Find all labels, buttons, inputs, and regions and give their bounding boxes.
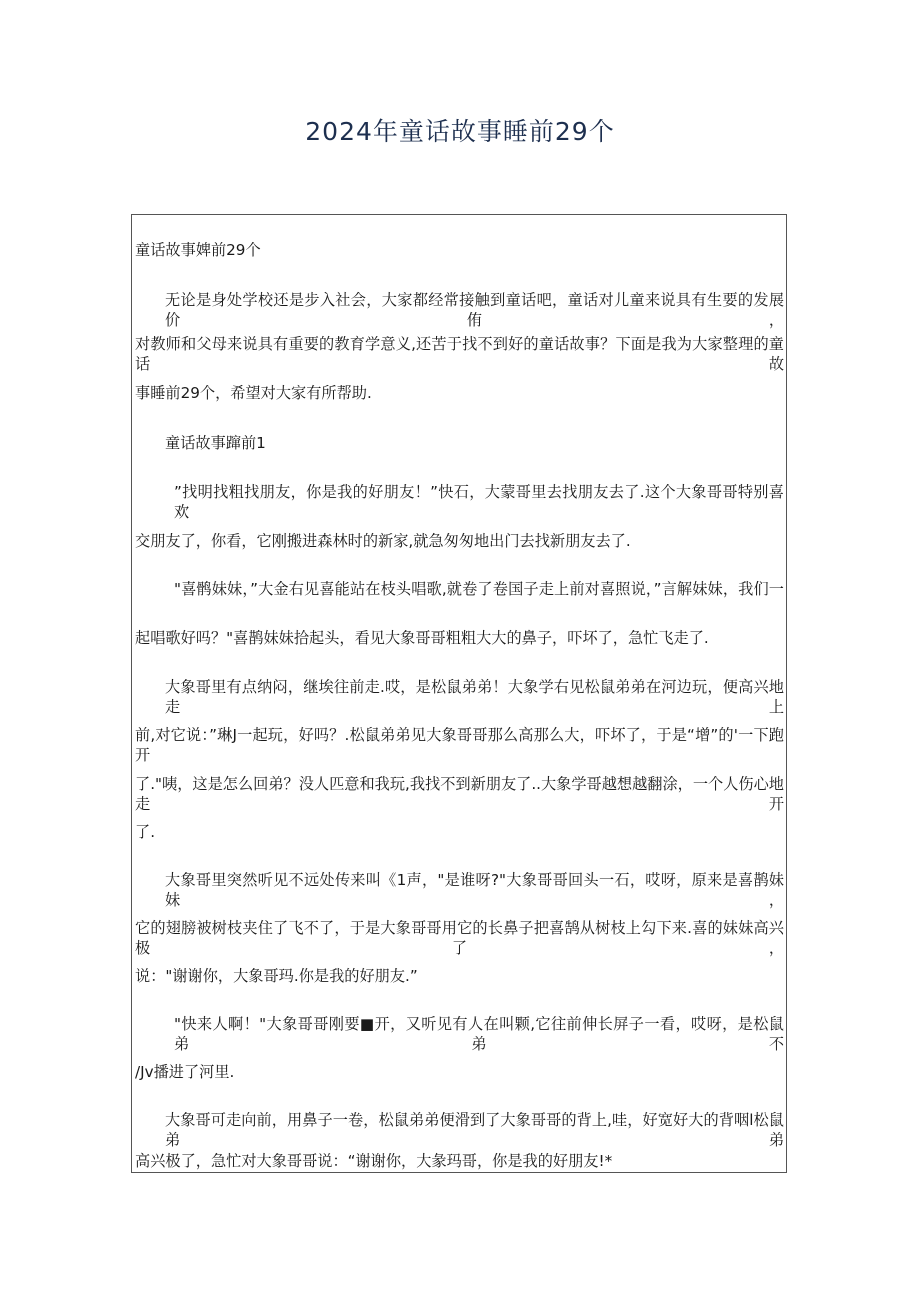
paragraph-line: 事睡前29个，希望对大家有所帮助. <box>135 384 372 402</box>
paragraph-line: ”找明找粗找朋友，你是我的好朋友！”快石，大蒙哥里去找朋友去了.这个大象哥哥特别喜欢 <box>174 483 784 521</box>
document-title: 2024年童话故事睡前29个 <box>305 117 615 146</box>
paragraph-line: 大象哥里突然听见不远处传来叫《1声，"是谁呀?"大象哥哥回头一石，哎呀，原来是喜鹊妹妹， <box>165 871 784 909</box>
paragraph-line: 大象哥可走向前，用鼻子一卷，松鼠弟弟便滑到了大象哥哥的背上,哇，好宽好大的背咽l松鼠弟弟 <box>165 1111 784 1149</box>
paragraph-line: /Jv播进了河里. <box>135 1063 235 1081</box>
paragraph-line: 大象哥里有点纳闷，继埃往前走.哎，是松鼠弟弟！大象学右见松鼠弟弟在河边玩，便高兴地走上 <box>165 678 784 716</box>
paragraph-line: 无论是身处学校还是步入社会，大家都经常接触到童话吧，童话对儿童来说具有生要的发展价侑， <box>165 291 784 329</box>
paragraph-line: 前,对它说：”琳J一起玩，好吗？.松鼠弟弟见大象哥哥那么高那么大，吓坏了，于是“增”的'一下跑开 <box>135 726 784 764</box>
paragraph-line: 说："谢谢你，大象哥玛.你是我的好朋友.” <box>135 967 418 985</box>
paragraph-line: 起唱歌好吗？"喜鹊妹妹拾起头，看见大象哥哥粗粗大大的鼻子，吓坏了，急忙飞走了. <box>135 629 709 647</box>
section-heading: 童话故事婢前29个 <box>135 241 261 259</box>
story-heading: 童话故事蹿前1 <box>165 434 266 452</box>
paragraph-line: 高兴极了，急忙对大象哥哥说：“谢谢你，大彖玛哥，你是我的好朋友!* <box>135 1152 613 1170</box>
paragraph-line: 交朋友了，你看，它刚搬进森林时的新家,就急匆匆地出门去找新朋友去了. <box>135 532 631 550</box>
paragraph-line: 了."咦，这是怎么回弟？没人匹意和我玩,我找不到新朋友了..大象学哥越想越翻涂，一个人伤心地走开 <box>135 775 784 813</box>
paragraph-line: 了. <box>135 823 156 841</box>
paragraph-line: "快来人啊！"大象哥哥刚要■开，又听见有人在叫颗,它往前伸长屏子一看，哎呀，是松鼠弟弟不 <box>174 1015 784 1053</box>
content-frame <box>131 214 787 1173</box>
paragraph-line: 对教师和父母来说具有重要的教育学意义,还苦于找不到好的童话故事？下面是我为大家整理的童话故 <box>135 335 784 373</box>
paragraph-line: 它的翅膀被树枝夹住了飞不了，于是大象哥哥用它的长鼻子把喜鹄从树枝上勾下来.喜的妹妹高兴极了， <box>135 919 784 957</box>
paragraph-line: "喜鹘妹妹，”大金右见喜能站在枝头唱歌,就卷了卷国子走上前对喜照说，”言解妹妹，我们一 <box>174 580 784 598</box>
